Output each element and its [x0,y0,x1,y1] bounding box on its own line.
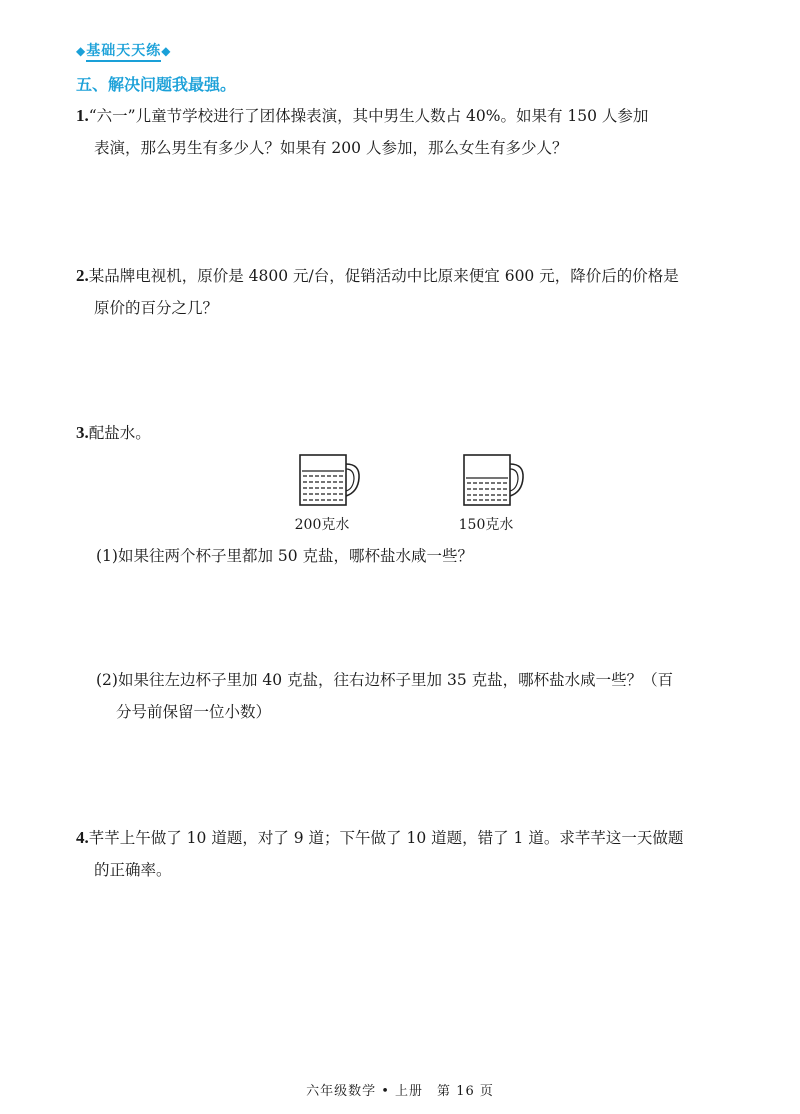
question-text-line: 芊芊上午做了 10 道题，对了 9 道；下午做了 10 道题，错了 1 道。求芊芊这一天做题 [88,829,684,847]
question-text-line: 表演，那么男生有多少人？如果有 200 人参加，那么女生有多少人？ [94,139,568,157]
cup-icon [296,452,366,510]
question-2 [76,260,726,324]
question-number: 3. [76,423,89,442]
question-number: 2. [76,266,89,285]
section-title: 五、解决问题我最强。 [76,75,237,94]
question-text-line: 的正确率。 [94,861,172,879]
subquestion-2 [96,664,726,728]
question-text-line: 原价的百分之几？ [94,299,219,317]
diamond-icon: ◆ [161,44,172,58]
question-number: 1. [76,106,89,125]
subquestion-text-line: (2)如果往左边杯子里加 40 克盐，往右边杯子里加 35 克盐，哪杯盐水咸一些？（百 [96,671,674,689]
subquestion-text-line: (1)如果往两个杯子里都加 50 克盐，哪杯盐水咸一些？ [96,547,474,565]
page-footer: 六年级数学 • 上册 第 16 页 [306,1084,494,1099]
cup-label: 150克水 [458,517,514,533]
diamond-icon: ◆ [76,44,87,58]
subquestion-1 [96,540,726,572]
header-badge [76,40,171,60]
question-3 [76,417,726,449]
question-number: 4. [76,828,89,847]
question-text-line: 某品牌电视机，原价是 4800 元/台，促销活动中比原来便宜 600 元，降价后的价格是 [88,267,679,285]
question-text-line: “六一”儿童节学校进行了团体操表演，其中男生人数占 40%。如果有 150 人参加 [88,107,649,125]
subquestion-text-line: 分号前保留一位小数） [116,703,272,721]
cup-icon [460,452,530,510]
question-1 [76,100,726,164]
cup-label: 200克水 [294,517,350,533]
badge-text: 基础天天练 [86,43,161,62]
question-text-line: 配盐水。 [88,424,151,442]
question-4 [76,822,726,886]
